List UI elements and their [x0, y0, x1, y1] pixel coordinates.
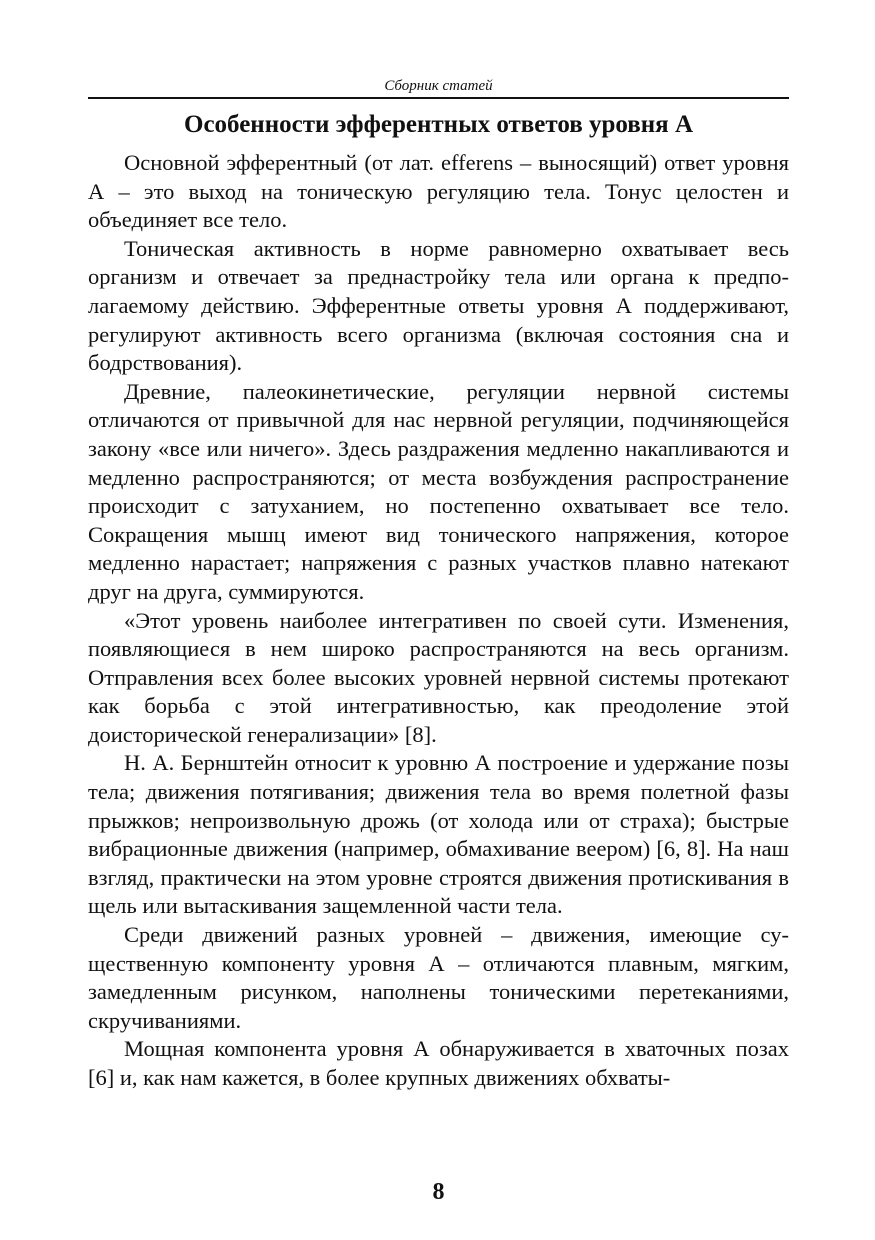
article-body	[88, 149, 789, 1093]
paragraph-5: Н. А. Бернштейн относит к уровню А построение и удержание позы тела; движения потягивания; движения тела во время полетной фазы прыжков; непроизвольную дрожь (от холода или от страха); быстрые вибрационные движения (например, обмахивание веером) [6, 8]. На наш взгляд, практически на этом уровне строятся движения протискивания в щель или вытаскивания защемленной части тела.	[88, 750, 789, 919]
paragraph-6: Среди движений разных уровней – движения, имеющие существенную компоненту уровня А – отличаются плавным, мягким, замедленным рисунком, наполнены тоническими перетеканиями, скручиваниями.	[88, 922, 789, 1033]
paragraph-7: Мощная компонента уровня А обнаруживается в хваточных позах [6] и, как нам кажется, в более крупных движениях обхваты-	[88, 1036, 789, 1090]
header-rule	[88, 97, 789, 99]
paragraph-2: Тоническая активность в норме равномерно охватывает весь организм и отвечает за преднастройку тела или органа к предполагаемому действию. Эфферентные ответы уровня А поддерживают, регулируют активность всего организма (включая состояния сна и бодрствования).	[88, 235, 789, 376]
paragraph-1: Основной эфферентный (от лат. efferens – выносящий) ответ уровня А – это выход на тоническую регуляцию тела. Тонус целостен и объединяет все тело.	[88, 150, 789, 233]
running-header: Сборник статей	[384, 78, 493, 94]
paragraph-3: Древние, палеокинетические, регуляции нервной системы отличаются от привычной для нас нервной регуляции, подчиняющейся закону «все или ничего». Здесь раздражения медленно накапливаются и медленно распространяются; от места возбуждения распространение происходит с затуханием, но постепенно охватывает все тело. Сокращения мышц имеют вид тонического напряжения, которое медленно нарастает; напряжения с разных участков плавно натекают друг на друга, суммируются.	[88, 378, 789, 604]
paragraph-4: «Этот уровень наиболее интегративен по своей сути. Изменения, появляющиеся в нем широко распространяются на весь организм. Отправления всех более высоких уровней нервной системы протекают как борьба с этой интегративностью, как преодоление этой доисторической генерализации» [8].	[88, 607, 789, 747]
article-title: Особенности эфферентных ответов уровня А	[184, 111, 693, 138]
page-number: 8	[432, 1179, 445, 1205]
